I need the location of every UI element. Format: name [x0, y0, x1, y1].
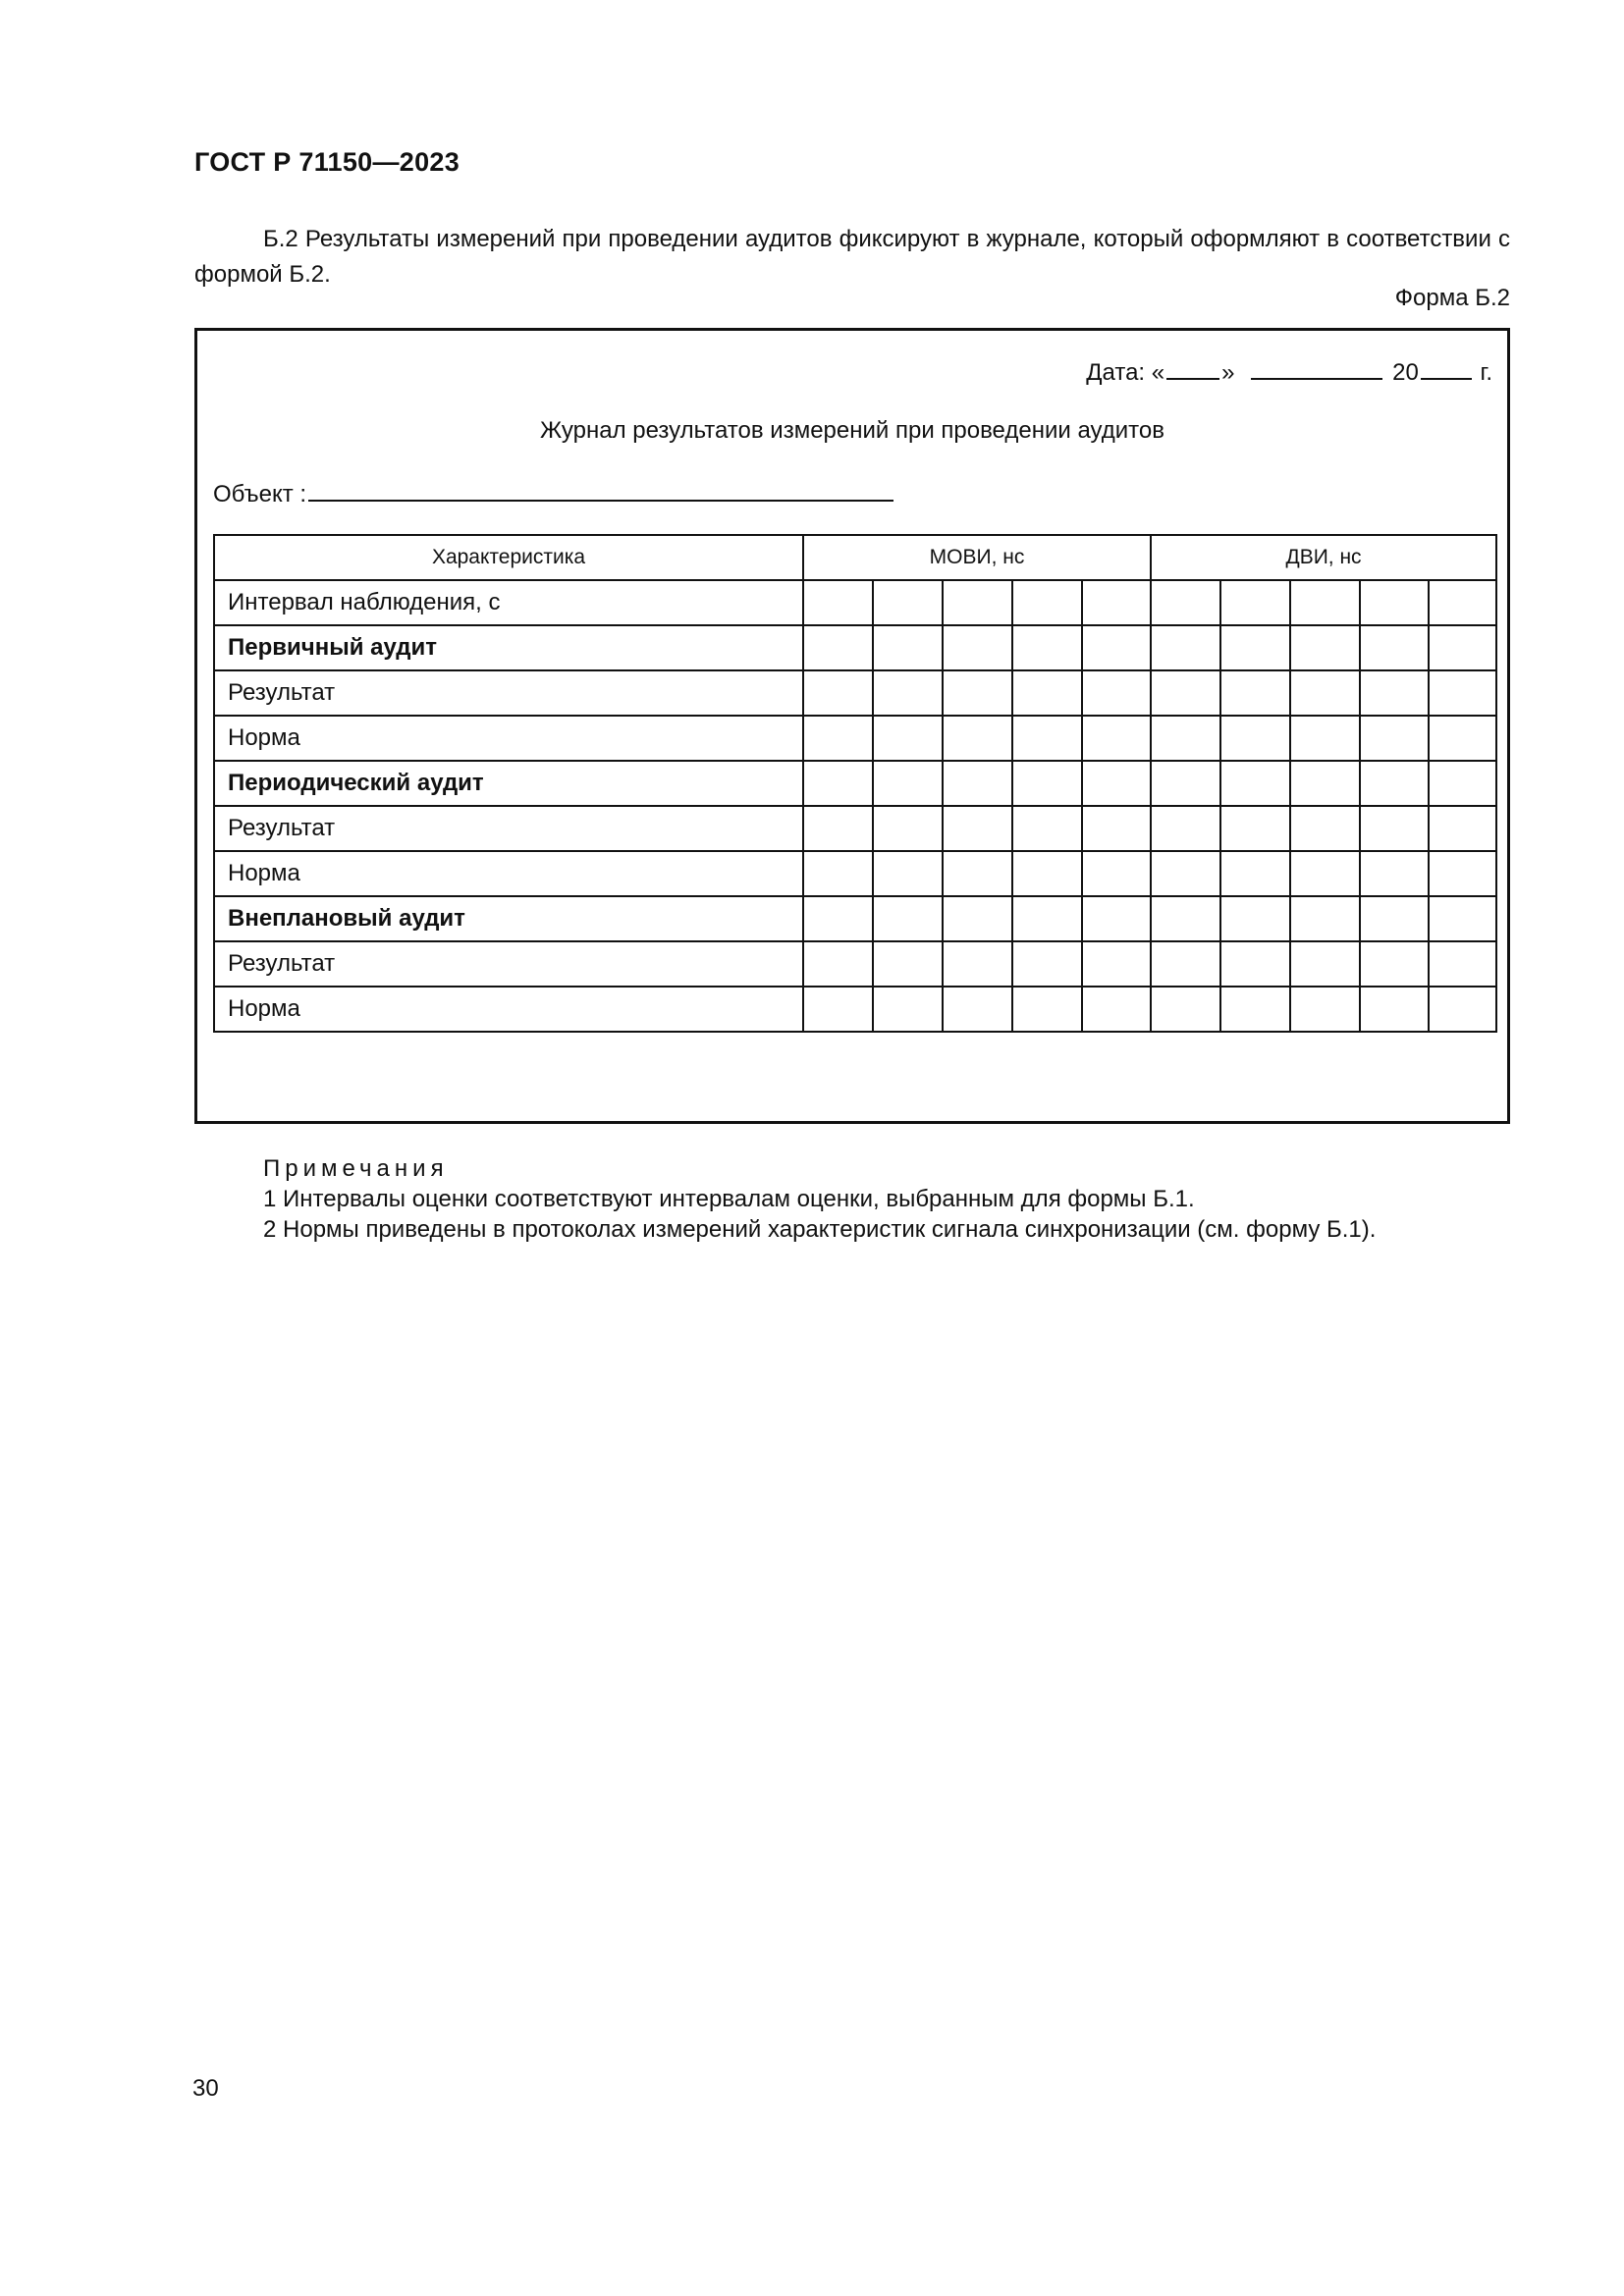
- movi-value-cell[interactable]: [943, 761, 1012, 806]
- movi-value-cell[interactable]: [1012, 580, 1082, 625]
- note-item: 1 Интервалы оценки соответствуют интервалам оценки, выбранным для формы Б.1.: [263, 1186, 1195, 1212]
- movi-value-cell[interactable]: [803, 625, 873, 670]
- movi-value-cell[interactable]: [1012, 851, 1082, 896]
- dvi-value-cell[interactable]: [1151, 761, 1220, 806]
- row-label: Норма: [214, 716, 803, 761]
- date-mid: »: [1221, 359, 1235, 386]
- movi-value-cell[interactable]: [1082, 987, 1151, 1032]
- dvi-value-cell[interactable]: [1290, 987, 1360, 1032]
- dvi-value-cell[interactable]: [1220, 941, 1290, 987]
- movi-value-cell[interactable]: [1082, 806, 1151, 851]
- notes-heading: Примечания: [263, 1155, 449, 1182]
- movi-value-cell[interactable]: [943, 806, 1012, 851]
- dvi-value-cell[interactable]: [1151, 580, 1220, 625]
- dvi-value-cell[interactable]: [1360, 941, 1429, 987]
- table-body: [214, 580, 1496, 1032]
- dvi-value-cell[interactable]: [1151, 806, 1220, 851]
- row-label: Первичный аудит: [214, 625, 803, 670]
- movi-value-cell[interactable]: [943, 851, 1012, 896]
- movi-value-cell[interactable]: [943, 941, 1012, 987]
- table-header-row: [214, 535, 1496, 580]
- movi-value-cell[interactable]: [1012, 941, 1082, 987]
- dvi-value-cell[interactable]: [1360, 806, 1429, 851]
- dvi-value-cell[interactable]: [1429, 670, 1496, 716]
- movi-value-cell[interactable]: [803, 670, 873, 716]
- dvi-value-cell[interactable]: [1290, 625, 1360, 670]
- movi-value-cell[interactable]: [1082, 670, 1151, 716]
- date-month-blank[interactable]: [1251, 356, 1382, 380]
- movi-value-cell[interactable]: [873, 716, 943, 761]
- row-label: Результат: [214, 941, 803, 987]
- movi-value-cell[interactable]: [943, 580, 1012, 625]
- row-label: Норма: [214, 987, 803, 1032]
- movi-value-cell[interactable]: [803, 851, 873, 896]
- dvi-value-cell[interactable]: [1220, 851, 1290, 896]
- movi-value-cell[interactable]: [943, 625, 1012, 670]
- header-characteristic: Характеристика: [214, 535, 803, 580]
- movi-value-cell[interactable]: [1082, 851, 1151, 896]
- dvi-value-cell[interactable]: [1360, 896, 1429, 941]
- dvi-value-cell[interactable]: [1151, 941, 1220, 987]
- movi-value-cell[interactable]: [1012, 761, 1082, 806]
- date-suffix: г.: [1480, 359, 1492, 386]
- row-label: Результат: [214, 670, 803, 716]
- object-line: [213, 478, 895, 508]
- dvi-value-cell[interactable]: [1290, 941, 1360, 987]
- date-year-prefix: 20: [1392, 359, 1419, 386]
- table-row: [214, 987, 1496, 1032]
- dvi-value-cell[interactable]: [1290, 716, 1360, 761]
- dvi-value-cell[interactable]: [1429, 761, 1496, 806]
- table-row: [214, 806, 1496, 851]
- movi-value-cell[interactable]: [943, 670, 1012, 716]
- table-row: [214, 851, 1496, 896]
- dvi-value-cell[interactable]: [1360, 851, 1429, 896]
- movi-value-cell[interactable]: [1082, 625, 1151, 670]
- movi-value-cell[interactable]: [1012, 987, 1082, 1032]
- dvi-value-cell[interactable]: [1429, 580, 1496, 625]
- table-row: [214, 625, 1496, 670]
- dvi-value-cell[interactable]: [1220, 625, 1290, 670]
- row-label: Норма: [214, 851, 803, 896]
- dvi-value-cell[interactable]: [1360, 670, 1429, 716]
- movi-value-cell[interactable]: [1012, 670, 1082, 716]
- movi-value-cell[interactable]: [943, 896, 1012, 941]
- notes: [263, 1153, 1376, 1245]
- movi-value-cell[interactable]: [1012, 896, 1082, 941]
- movi-value-cell[interactable]: [803, 761, 873, 806]
- dvi-value-cell[interactable]: [1429, 625, 1496, 670]
- row-label: Интервал наблюдения, с: [214, 580, 803, 625]
- dvi-value-cell[interactable]: [1220, 716, 1290, 761]
- page-number: 30: [192, 2075, 219, 2102]
- movi-value-cell[interactable]: [943, 987, 1012, 1032]
- movi-value-cell[interactable]: [873, 670, 943, 716]
- movi-value-cell[interactable]: [1082, 580, 1151, 625]
- dvi-value-cell[interactable]: [1429, 851, 1496, 896]
- dvi-value-cell[interactable]: [1151, 716, 1220, 761]
- date-line: [1086, 356, 1492, 387]
- movi-value-cell[interactable]: [873, 761, 943, 806]
- dvi-value-cell[interactable]: [1151, 896, 1220, 941]
- movi-value-cell[interactable]: [1012, 716, 1082, 761]
- dvi-value-cell[interactable]: [1290, 761, 1360, 806]
- row-label: Периодический аудит: [214, 761, 803, 806]
- movi-value-cell[interactable]: [803, 941, 873, 987]
- dvi-value-cell[interactable]: [1429, 941, 1496, 987]
- dvi-value-cell[interactable]: [1290, 896, 1360, 941]
- dvi-value-cell[interactable]: [1220, 580, 1290, 625]
- table-row: [214, 941, 1496, 987]
- movi-value-cell[interactable]: [873, 941, 943, 987]
- movi-value-cell[interactable]: [873, 625, 943, 670]
- movi-value-cell[interactable]: [1082, 716, 1151, 761]
- journal-table: [213, 534, 1497, 1033]
- movi-value-cell[interactable]: [803, 716, 873, 761]
- date-prefix: Дата: «: [1086, 359, 1165, 386]
- table-row: [214, 896, 1496, 941]
- dvi-value-cell[interactable]: [1151, 625, 1220, 670]
- movi-value-cell[interactable]: [943, 716, 1012, 761]
- movi-value-cell[interactable]: [873, 896, 943, 941]
- movi-value-cell[interactable]: [803, 987, 873, 1032]
- row-label: Результат: [214, 806, 803, 851]
- table-row: [214, 716, 1496, 761]
- dvi-value-cell[interactable]: [1429, 896, 1496, 941]
- movi-value-cell[interactable]: [803, 896, 873, 941]
- form-label: Форма Б.2: [1394, 285, 1510, 311]
- date-year-blank[interactable]: [1421, 356, 1472, 380]
- dvi-value-cell[interactable]: [1151, 670, 1220, 716]
- row-label: Внеплановый аудит: [214, 896, 803, 941]
- dvi-value-cell[interactable]: [1290, 851, 1360, 896]
- dvi-value-cell[interactable]: [1290, 806, 1360, 851]
- dvi-value-cell[interactable]: [1290, 670, 1360, 716]
- object-blank[interactable]: [308, 478, 893, 502]
- table-row: [214, 670, 1496, 716]
- movi-value-cell[interactable]: [1012, 625, 1082, 670]
- dvi-value-cell[interactable]: [1220, 806, 1290, 851]
- header-movi: МОВИ, нс: [803, 535, 1151, 580]
- page-header: ГОСТ Р 71150—2023: [194, 147, 460, 177]
- dvi-value-cell[interactable]: [1151, 987, 1220, 1032]
- dvi-value-cell[interactable]: [1220, 987, 1290, 1032]
- movi-value-cell[interactable]: [1012, 806, 1082, 851]
- dvi-value-cell[interactable]: [1151, 851, 1220, 896]
- intro-paragraph: [194, 222, 1510, 293]
- form-box: [194, 328, 1510, 1124]
- header-dvi: ДВИ, нс: [1151, 535, 1496, 580]
- table-row: [214, 761, 1496, 806]
- dvi-value-cell[interactable]: [1429, 987, 1496, 1032]
- dvi-value-cell[interactable]: [1220, 670, 1290, 716]
- movi-value-cell[interactable]: [1082, 896, 1151, 941]
- movi-value-cell[interactable]: [873, 851, 943, 896]
- dvi-value-cell[interactable]: [1360, 761, 1429, 806]
- movi-value-cell[interactable]: [803, 806, 873, 851]
- movi-value-cell[interactable]: [873, 806, 943, 851]
- movi-value-cell[interactable]: [1082, 941, 1151, 987]
- dvi-value-cell[interactable]: [1290, 580, 1360, 625]
- dvi-value-cell[interactable]: [1429, 716, 1496, 761]
- note-item: 2 Нормы приведены в протоколах измерений характеристик сигнала синхронизации (см. форму Б.1).: [263, 1216, 1377, 1243]
- dvi-value-cell[interactable]: [1360, 987, 1429, 1032]
- form-title: Журнал результатов измерений при проведении аудитов: [540, 417, 1164, 444]
- date-day-blank[interactable]: [1166, 356, 1219, 380]
- intro-text: Б.2 Результаты измерений при проведении аудитов фиксируют в журнале, который оформляют в соответствии с формой Б.2.: [194, 226, 1510, 288]
- dvi-value-cell[interactable]: [1429, 806, 1496, 851]
- movi-value-cell[interactable]: [1082, 761, 1151, 806]
- dvi-value-cell[interactable]: [1360, 625, 1429, 670]
- movi-value-cell[interactable]: [873, 987, 943, 1032]
- dvi-value-cell[interactable]: [1360, 580, 1429, 625]
- movi-value-cell[interactable]: [873, 580, 943, 625]
- dvi-value-cell[interactable]: [1360, 716, 1429, 761]
- dvi-value-cell[interactable]: [1220, 896, 1290, 941]
- table-row: [214, 580, 1496, 625]
- movi-value-cell[interactable]: [803, 580, 873, 625]
- object-label: Объект :: [213, 481, 307, 507]
- dvi-value-cell[interactable]: [1220, 761, 1290, 806]
